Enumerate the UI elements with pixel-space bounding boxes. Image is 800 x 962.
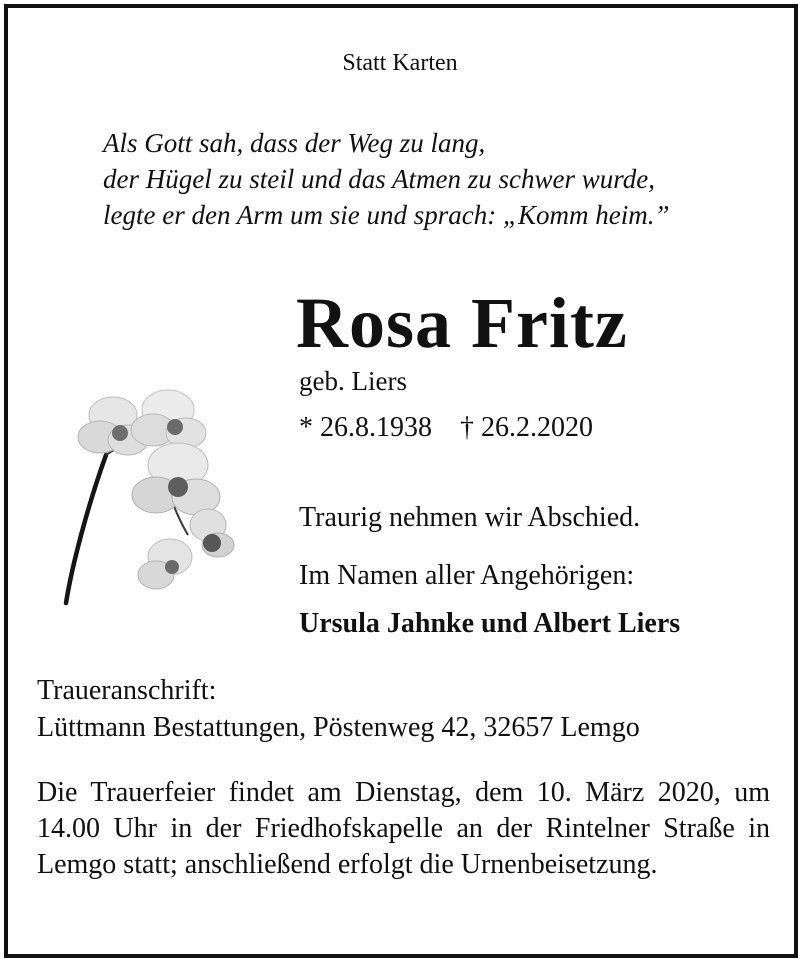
farewell-text: Traurig nehmen wir Abschied. [299, 502, 641, 533]
deceased-name: Rosa Fritz [296, 283, 628, 363]
poem-line: Als Gott sah, dass der Weg zu lang, [103, 128, 486, 158]
poem-line: der Hügel zu steil und das Atmen zu schwer wurde, [103, 164, 655, 194]
on-behalf-text: Im Namen aller Angehörigen: [299, 560, 635, 591]
statt-karten-heading: Statt Karten [342, 50, 458, 76]
birth-date: * 26.8.1938 [299, 412, 432, 443]
life-dates [299, 412, 593, 444]
address-value: Lüttmann Bestattungen, Pöstenweg 42, 32657 Lemgo [37, 712, 640, 743]
ceremony-text: Die Trauerfeier findet am Dienstag, dem 10. März 2020, um 14.00 Uhr in der Friedhofskapelle an der Rintelner Straße in Lemgo statt; anschließend erfolgt die Urnenbeisetzung. [37, 777, 770, 880]
poem [103, 125, 669, 233]
orchid-icon [58, 385, 238, 607]
poem-line: legte er den Arm um sie und sprach: „Komm heim.” [103, 200, 670, 230]
address-label: Traueranschrift: [37, 675, 217, 706]
death-date: † 26.2.2020 [460, 412, 593, 443]
maiden-name: geb. Liers [299, 366, 407, 396]
family-names: Ursula Jahnke und Albert Liers [299, 608, 681, 639]
